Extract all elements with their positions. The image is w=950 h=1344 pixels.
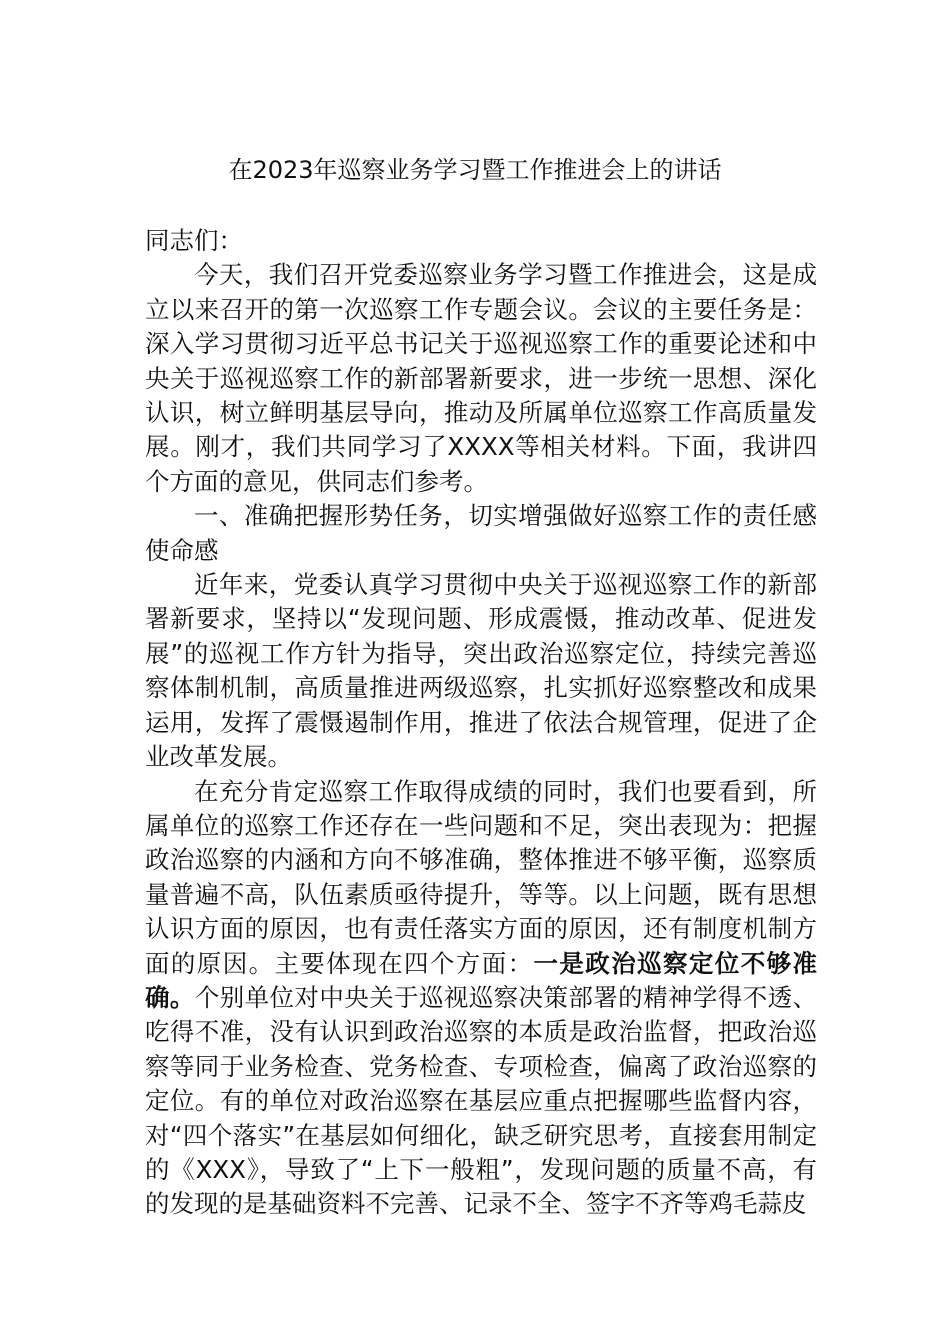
paragraph-intro: 今天，我们召开党委巡察业务学习暨工作推进会，这是成立以来召开的第一次巡察工作专题会议。会议的主要任务是：深入学习贯彻习近平总书记关于巡视巡察工作的重要论述和中央关于巡视巡察工作的新部署新要求，进一步统一思想、深化认识，树立鲜明基层导向，推动及所属单位巡察工作高质量发展。刚才，我们共同学习了XXXX等相关材料。下面，我讲四个方面的意见，供同志们参考。 <box>145 260 817 496</box>
document-title: 在2023年巡察业务学习暨工作推进会上的讲话 <box>228 156 722 184</box>
problem-point-1-bold: 一是政治巡察定位不够准确。 <box>145 948 817 1012</box>
paragraph-problems <box>145 775 817 1222</box>
paragraph-problems-text: 在充分肯定巡察工作取得成绩的同时，我们也要看到，所属单位的巡察工作还存在一些问题和不足，突出表现为：把握政治巡察的内涵和方向不够准确，整体推进不够平衡，巡察质量普遍不高，队伍素质亟待提升，等等。以上问题，既有思想认识方面的原因，也有责任落实方面的原因，还有制度机制方面的原因。主要体现在四个方面： <box>145 776 817 978</box>
section-heading-1: 一、准确把握形势任务，切实增强做好巡察工作的责任感使命感 <box>145 501 817 565</box>
paragraph-problems-continued: 个别单位对中央关于巡视巡察决策部署的精神学得不透、吃得不准，没有认识到政治巡察的本质是政治监督，把政治巡察等同于业务检查、党务检查、专项检查，偏离了政治巡察的定位。有的单位对政治巡察在基层应重点把握哪些监督内容，对“四个落实”在基层如何细化，缺乏研究思考，直接套用制定的《XXX》，导致了“上下一般粗”，发现问题的质量不高，有的发现的是基础资料不完善、记录不全、签字不齐等鸡毛蒜皮 <box>145 982 818 1219</box>
document-body <box>145 224 817 1222</box>
paragraph-achievements: 近年来，党委认真学习贯彻中央关于巡视巡察工作的新部署新要求，坚持以“发现问题、形成震慑，推动改革、促进发展”的巡视工作方针为指导，突出政治巡察定位，持续完善巡察体制机制，高质量推进两级巡察，扎实抓好巡察整改和成果运用，发挥了震慑遏制作用，推进了依法合规管理，促进了企业改革发展。 <box>145 570 817 772</box>
salutation: 同志们： <box>145 226 243 255</box>
